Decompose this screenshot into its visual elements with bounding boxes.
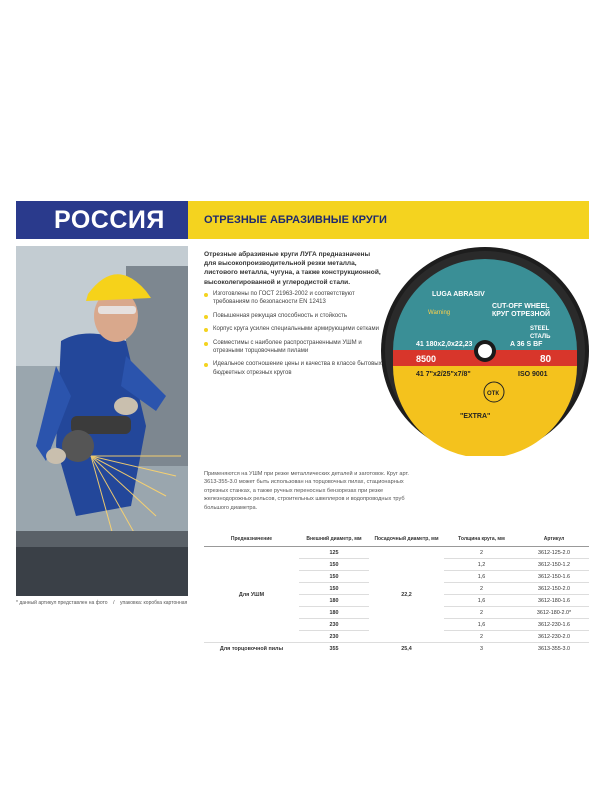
col-purpose: Предназначение xyxy=(204,532,299,547)
country-title: РОССИЯ xyxy=(54,206,165,234)
table-row xyxy=(204,547,589,559)
cell-thickness: 1,2 xyxy=(444,559,519,571)
cell-thickness: 3 xyxy=(444,643,519,655)
disc-grade: "EXTRA" xyxy=(460,413,491,420)
table-header-row xyxy=(204,532,589,547)
cell-thickness: 1,6 xyxy=(444,571,519,583)
cell-outer: 230 xyxy=(299,619,369,631)
col-outer-diameter: Внешний диаметр, мм xyxy=(299,532,369,547)
cell-article: 3613-355-3.0 xyxy=(519,643,589,655)
cell-outer: 150 xyxy=(299,571,369,583)
cell-thickness: 2 xyxy=(444,583,519,595)
disc-material-en: STEEL xyxy=(530,326,550,332)
feature-item: Изготовлены по ГОСТ 21963-2002 и соответствуют требованиям по безопасности EN 12413 xyxy=(204,290,382,307)
feature-item: Совместимы с наиболее распространенными УШМ и отрезными торцовочными пилами xyxy=(204,339,382,356)
cell-outer: 180 xyxy=(299,607,369,619)
col-article: Артикул xyxy=(519,532,589,547)
intro-text: Отрезные абразивные круги ЛУГА предназначены для высокопроизводительной резки металла, листового металла, чугуна, а также конструкционной, высоколегированной и углеродистой стали. xyxy=(204,251,381,286)
bullet-icon xyxy=(204,315,208,319)
bullet-icon xyxy=(204,328,208,332)
disc-spec: A 36 S BF xyxy=(510,341,543,348)
col-bore-diameter: Посадочный диаметр, мм xyxy=(369,532,444,547)
disc-rpm: 8500 xyxy=(416,354,437,364)
category-banner xyxy=(188,201,589,239)
disc-quality: ОТК xyxy=(487,391,499,397)
cell-outer: 125 xyxy=(299,547,369,559)
col-thickness: Толщина круга, мм xyxy=(444,532,519,547)
bullet-icon xyxy=(204,363,208,367)
disc-iso: ISO 9001 xyxy=(518,371,548,378)
cell-thickness: 1,6 xyxy=(444,619,519,631)
disc-warning: Warning xyxy=(428,310,451,316)
cell-thickness: 1,6 xyxy=(444,595,519,607)
feature-item: Корпус круга усилен специальными армирующими сетками xyxy=(204,325,382,333)
cell-article: 3612-230-1.6 xyxy=(519,619,589,631)
feature-list xyxy=(204,290,382,382)
cell-purpose: Для УШМ xyxy=(204,547,299,643)
cell-article: 3612-180-2.0* xyxy=(519,607,589,619)
cell-article: 3612-230-2.0 xyxy=(519,631,589,643)
cell-thickness: 2 xyxy=(444,607,519,619)
application-text: Применяются на УШМ при резке металлических деталей и заготовок. Круг арт. 3613-355-3.0 может быть использован на торцовочных пилах, стационарных отрезных станках, а также ручных переносных бензорезах при резке железнодорожных рельсов, строительных швеллеров и водопроводных труб большого диаметра. xyxy=(204,471,409,511)
disc-size-imperial: 41 7"x2/25"x7/8" xyxy=(416,371,471,378)
footnote: * данный артикул представлен на фото / упаковка: коробка картонная xyxy=(16,600,188,606)
cell-bore: 25,4 xyxy=(369,643,444,655)
disc-type-ru: КРУГ ОТРЕЗНОЙ xyxy=(492,311,551,318)
disc-material-ru: СТАЛЬ xyxy=(530,334,551,340)
cell-thickness: 2 xyxy=(444,631,519,643)
disc-size-metric: 41 180x2,0x22,23 xyxy=(416,341,473,348)
country-banner xyxy=(16,201,188,239)
cell-thickness: 2 xyxy=(444,547,519,559)
feature-item: Идеальное соотношение цены и качества в классе бытовых бюджетных отрезных кругов xyxy=(204,360,382,377)
table-row xyxy=(204,643,589,655)
cell-outer: 230 xyxy=(299,631,369,643)
cell-article: 3612-150-1.2 xyxy=(519,559,589,571)
cell-article: 3612-150-1.6 xyxy=(519,571,589,583)
cell-article: 3612-125-2.0 xyxy=(519,547,589,559)
cell-outer: 150 xyxy=(299,583,369,595)
product-disc-image xyxy=(380,246,590,456)
disc-type-en: CUT-OFF WHEEL xyxy=(492,303,550,310)
cell-article: 3612-180-1.6 xyxy=(519,595,589,607)
cell-outer: 355 xyxy=(299,643,369,655)
cell-article: 3612-150-2.0 xyxy=(519,583,589,595)
cell-outer: 180 xyxy=(299,595,369,607)
cell-outer: 150 xyxy=(299,559,369,571)
cell-purpose: Для торцовочной пилы xyxy=(204,643,299,655)
bullet-icon xyxy=(204,293,208,297)
cell-bore: 22,2 xyxy=(369,547,444,643)
feature-item: Повышенная режущая способность и стойкость xyxy=(204,312,382,320)
worker-photo xyxy=(16,246,188,596)
bullet-icon xyxy=(204,342,208,346)
disc-speed: 80 xyxy=(540,354,552,365)
category-title: ОТРЕЗНЫЕ АБРАЗИВНЫЕ КРУГИ xyxy=(204,214,387,226)
disc-brand: LUGA ABRASIV xyxy=(432,291,485,298)
